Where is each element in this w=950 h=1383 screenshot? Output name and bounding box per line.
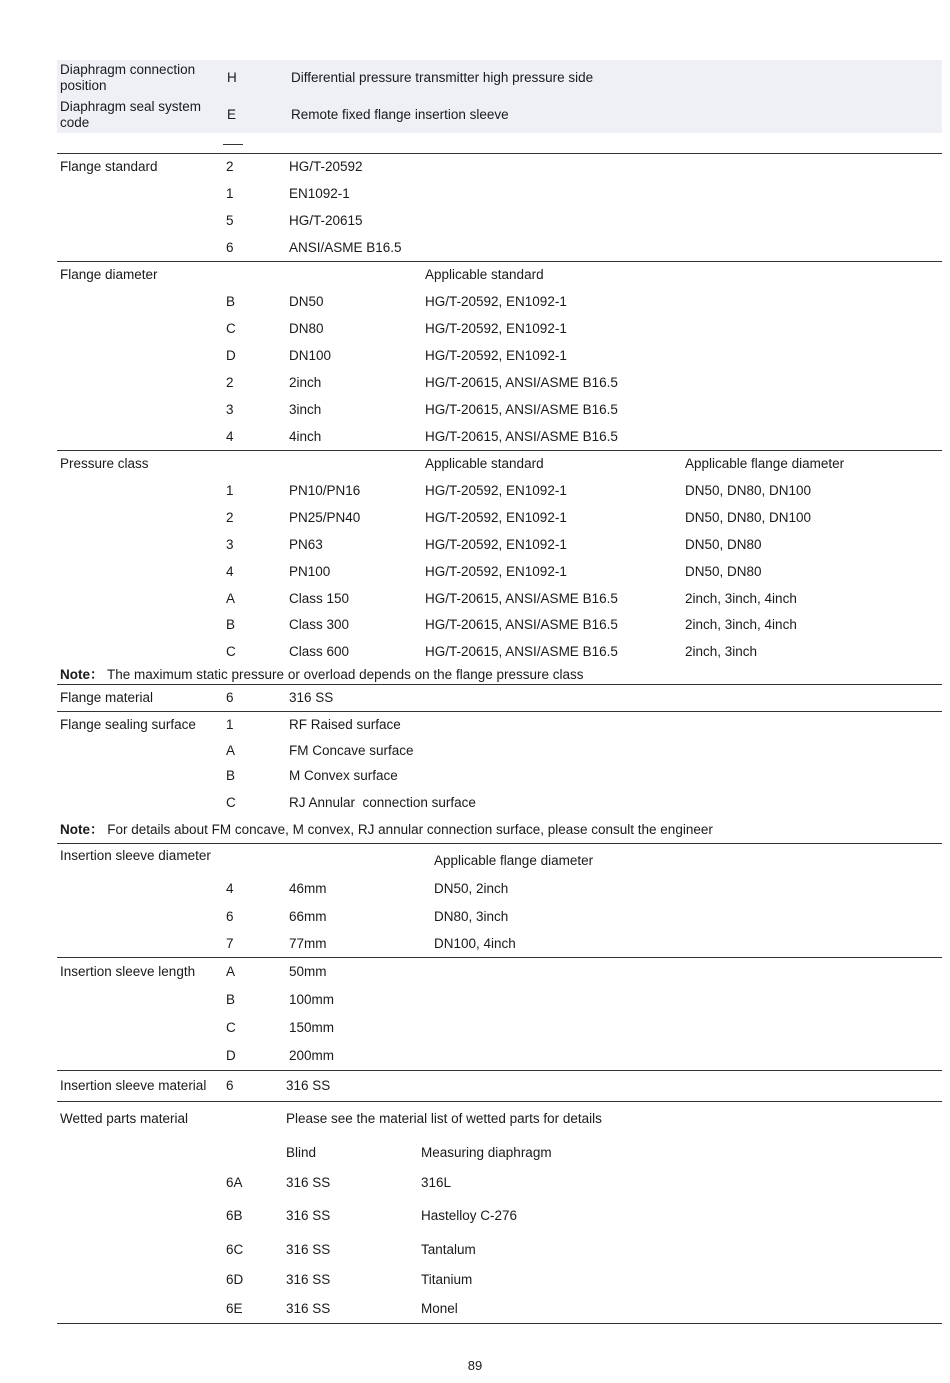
flange-diameter-code: 2 (226, 375, 234, 390)
wetted-blind-header: Blind (286, 1145, 317, 1160)
wetted-diaphragm: Hastelloy C-276 (421, 1208, 518, 1223)
pressure-class-dia: DN50, DN80, DN100 (685, 510, 812, 525)
flange-diameter-value: DN100 (289, 348, 332, 363)
flange-standard-value: HG/T-20592 (289, 159, 363, 174)
sleeve-diameter-code: 7 (226, 936, 234, 951)
divider (57, 957, 942, 958)
pressure-class-code: 1 (226, 483, 234, 498)
flange-diameter-std: HG/T-20592, EN1092-1 (425, 294, 567, 309)
sleeve-diameter-code: 6 (226, 909, 234, 924)
pressure-class-value: Class 600 (289, 644, 350, 659)
flange-diameter-value: 4inch (289, 429, 322, 444)
pressure-class-dia: DN50, DN80, DN100 (685, 483, 812, 498)
pressure-class-value: PN25/PN40 (289, 510, 361, 525)
sleeve-length-value: 200mm (289, 1048, 335, 1063)
flange-sealing-value: FM Concave surface (289, 743, 414, 758)
sleeve-diameter-dia: DN100, 4inch (434, 936, 516, 951)
sleeve-diameter-dia: DN50, 2inch (434, 881, 509, 896)
flange-sealing-code: A (226, 743, 236, 758)
pressure-note (60, 667, 584, 683)
pressure-class-dia: DN50, DN80 (685, 564, 762, 579)
pressure-class-dia-header: Applicable flange diameter (685, 456, 845, 471)
sleeve-length-label: Insertion sleeve length (60, 964, 196, 979)
flange-diameter-std-header: Applicable standard (425, 267, 544, 282)
divider (57, 1323, 942, 1324)
flange-sealing-code: C (226, 795, 236, 810)
wetted-intro: Please see the material list of wetted parts for details (286, 1111, 602, 1126)
flange-diameter-value: DN50 (289, 294, 324, 309)
divider (57, 684, 942, 685)
divider (57, 450, 942, 451)
wetted-blind: 316 SS (286, 1272, 331, 1287)
sleeve-length-value: 150mm (289, 1020, 335, 1035)
divider (57, 1101, 942, 1102)
wetted-code: 6C (226, 1242, 244, 1257)
seal-system-desc: Remote fixed flange insertion sleeve (291, 107, 509, 122)
sleeve-diameter-dia: DN80, 3inch (434, 909, 509, 924)
flange-diameter-std: HG/T-20615, ANSI/ASME B16.5 (425, 402, 618, 417)
note-label: Note： (60, 667, 104, 682)
flange-diameter-value: 3inch (289, 402, 322, 417)
note-text: For details about FM concave, M convex, RJ annular connection surface, please consult the engineer (107, 822, 713, 837)
note-text: The maximum static pressure or overload depends on the flange pressure class (107, 667, 584, 682)
wetted-label: Wetted parts material (60, 1111, 189, 1126)
flange-diameter-value: DN80 (289, 321, 324, 336)
flange-diameter-std: HG/T-20592, EN1092-1 (425, 348, 567, 363)
seal-system-label: Diaphragm seal system code (60, 99, 202, 130)
flange-diameter-code: 4 (226, 429, 234, 444)
pressure-class-std: HG/T-20615, ANSI/ASME B16.5 (425, 591, 618, 606)
pressure-class-code: A (226, 591, 236, 606)
diaphragm-position-code: H (227, 70, 237, 85)
sleeve-diameter-code: 4 (226, 881, 234, 896)
flange-diameter-value: 2inch (289, 375, 322, 390)
flange-sealing-value: M Convex surface (289, 768, 398, 783)
flange-diameter-code: C (226, 321, 236, 336)
flange-diameter-std: HG/T-20615, ANSI/ASME B16.5 (425, 375, 618, 390)
pressure-class-std: HG/T-20615, ANSI/ASME B16.5 (425, 617, 618, 632)
sleeve-diameter-value: 77mm (289, 936, 327, 951)
flange-standard-value: ANSI/ASME B16.5 (289, 240, 402, 255)
divider (57, 711, 942, 712)
sleeve-length-code: D (226, 1048, 236, 1063)
pressure-class-std: HG/T-20592, EN1092-1 (425, 537, 567, 552)
flange-standard-code: 6 (226, 240, 234, 255)
wetted-blind: 316 SS (286, 1208, 331, 1223)
note-label: Note： (60, 822, 104, 837)
sleeve-length-value: 100mm (289, 992, 335, 1007)
flange-material-value: 316 SS (289, 690, 334, 705)
seal-system-code: E (227, 107, 237, 122)
wetted-blind: 316 SS (286, 1242, 331, 1257)
flange-standard-code: 1 (226, 186, 234, 201)
pressure-class-value: PN100 (289, 564, 331, 579)
flange-material-label: Flange material (60, 690, 154, 705)
divider (57, 153, 942, 154)
pressure-class-std-header: Applicable standard (425, 456, 544, 471)
pressure-class-dia: 2inch, 3inch, 4inch (685, 617, 797, 632)
divider (57, 1070, 942, 1071)
pressure-class-label: Pressure class (60, 456, 149, 471)
sleeve-diameter-value: 46mm (289, 881, 327, 896)
sealing-note (60, 822, 713, 838)
sleeve-diameter-value: 66mm (289, 909, 327, 924)
sleeve-diameter-dia-header: Applicable flange diameter (434, 853, 594, 868)
sleeve-material-label: Insertion sleeve material (60, 1078, 207, 1093)
divider (57, 261, 942, 262)
diaphragm-position-label: Diaphragm connection position (60, 62, 196, 93)
sleeve-length-code: B (226, 992, 236, 1007)
pressure-class-dia: 2inch, 3inch (685, 644, 758, 659)
flange-standard-code: 2 (226, 159, 234, 174)
wetted-diaphragm: Tantalum (421, 1242, 476, 1257)
flange-sealing-code: B (226, 768, 236, 783)
wetted-diaphragm-header: Measuring diaphragm (421, 1145, 552, 1160)
sleeve-length-value: 50mm (289, 964, 327, 979)
page-number: 89 (467, 1358, 483, 1373)
pressure-class-value: PN10/PN16 (289, 483, 361, 498)
flange-diameter-std: HG/T-20592, EN1092-1 (425, 321, 567, 336)
wetted-blind: 316 SS (286, 1175, 331, 1190)
wetted-blind: 316 SS (286, 1301, 331, 1316)
sleeve-material-value: 316 SS (286, 1078, 331, 1093)
pressure-class-std: HG/T-20615, ANSI/ASME B16.5 (425, 644, 618, 659)
pressure-class-code: 2 (226, 510, 234, 525)
sleeve-length-code: A (226, 964, 236, 979)
wetted-diaphragm: 316L (421, 1175, 452, 1190)
flange-diameter-label: Flange diameter (60, 267, 158, 282)
wetted-diaphragm: Titanium (421, 1272, 473, 1287)
flange-sealing-value: RF Raised surface (289, 717, 401, 732)
wetted-code: 6A (226, 1175, 243, 1190)
pressure-class-dia: 2inch, 3inch, 4inch (685, 591, 797, 606)
flange-material-code: 6 (226, 690, 234, 705)
flange-diameter-std: HG/T-20615, ANSI/ASME B16.5 (425, 429, 618, 444)
flange-standard-label: Flange standard (60, 159, 158, 174)
separator-dash (223, 144, 243, 145)
flange-standard-value: EN1092-1 (289, 186, 350, 201)
divider (57, 843, 942, 844)
pressure-class-code: 4 (226, 564, 234, 579)
diaphragm-position-desc: Differential pressure transmitter high pressure side (291, 70, 594, 85)
wetted-code: 6D (226, 1272, 244, 1287)
flange-diameter-code: B (226, 294, 236, 309)
sleeve-length-code: C (226, 1020, 236, 1035)
wetted-diaphragm: Monel (421, 1301, 458, 1316)
flange-sealing-label: Flange sealing surface (60, 717, 196, 732)
pressure-class-value: Class 300 (289, 617, 350, 632)
sleeve-material-code: 6 (226, 1078, 234, 1093)
pressure-class-dia: DN50, DN80 (685, 537, 762, 552)
pressure-class-std: HG/T-20592, EN1092-1 (425, 564, 567, 579)
pressure-class-std: HG/T-20592, EN1092-1 (425, 510, 567, 525)
flange-standard-value: HG/T-20615 (289, 213, 363, 228)
flange-sealing-code: 1 (226, 717, 234, 732)
pressure-class-code: B (226, 617, 236, 632)
pressure-class-value: Class 150 (289, 591, 350, 606)
sleeve-diameter-label: Insertion sleeve diameter (60, 848, 211, 863)
flange-standard-code: 5 (226, 213, 234, 228)
pressure-class-code: 3 (226, 537, 234, 552)
flange-sealing-value: RJ Annular connection surface (289, 795, 476, 810)
wetted-code: 6B (226, 1208, 243, 1223)
pressure-class-code: C (226, 644, 236, 659)
wetted-code: 6E (226, 1301, 243, 1316)
flange-diameter-code: 3 (226, 402, 234, 417)
pressure-class-std: HG/T-20592, EN1092-1 (425, 483, 567, 498)
flange-diameter-code: D (226, 348, 236, 363)
pressure-class-value: PN63 (289, 537, 323, 552)
